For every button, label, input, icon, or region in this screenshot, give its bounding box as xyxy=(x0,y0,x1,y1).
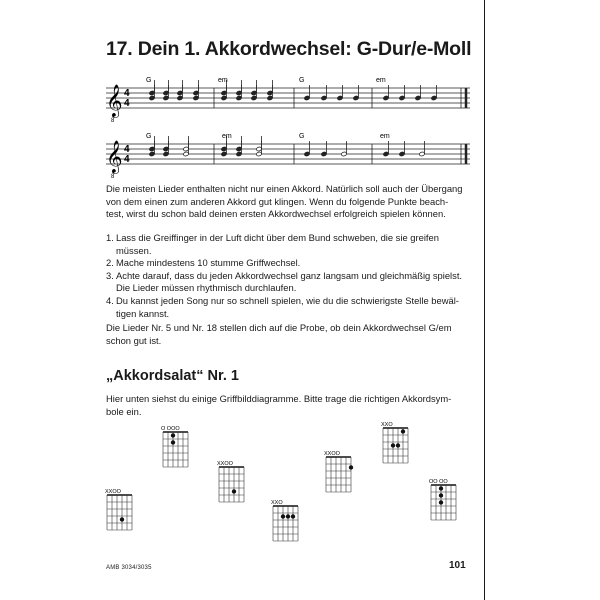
section-intro xyxy=(106,393,481,418)
list-number: 2. xyxy=(106,257,114,269)
finger-dot xyxy=(281,514,285,518)
time-signature-top: 4 xyxy=(124,144,130,155)
finger-dot xyxy=(401,429,405,433)
time-signature-bottom: 4 xyxy=(124,98,130,109)
chord-diagram xyxy=(270,498,304,544)
section-heading: „Akkordsalat“ Nr. 1 xyxy=(106,368,239,384)
text-line: Lass die Greiffinger in der Luft dicht über dem Bund schweben, die sie greifen xyxy=(116,232,439,243)
string-marks: XXO xyxy=(271,500,283,506)
finger-dot xyxy=(171,433,175,437)
list-number: 3. xyxy=(106,269,114,281)
chord-label: G xyxy=(299,133,305,140)
treble-clef-icon: 𝄞 xyxy=(106,140,123,173)
list-number: 1. xyxy=(106,232,114,243)
list-item xyxy=(106,295,486,320)
finger-dot xyxy=(120,517,124,521)
finger-dot xyxy=(391,443,395,447)
text-line: Mache mindestens 10 stumme Griffwechsel. xyxy=(116,257,301,269)
chord-diagram xyxy=(160,424,194,470)
clef-octave-number: 8 xyxy=(111,174,115,180)
page-title: 17. Dein 1. Akkordwechsel: G-Dur/e-Moll xyxy=(106,38,472,60)
chord-label: em xyxy=(380,133,390,140)
text-line: Die meisten Lieder enthalten nicht nur einen Akkord. Natürlich soll auch der Übergang xyxy=(106,183,463,194)
intro-paragraph xyxy=(106,183,481,221)
string-marks: XXOO xyxy=(217,461,233,467)
chord-label: em xyxy=(222,133,232,140)
chord-label: em xyxy=(218,77,228,84)
clef-octave-number: 8 xyxy=(111,118,115,124)
catalog-code: AMB 3034/3035 xyxy=(106,565,152,571)
time-signature-top: 4 xyxy=(124,88,130,99)
list-item xyxy=(106,270,486,295)
text-line: tigen kannst. xyxy=(116,307,170,319)
string-marks: XXOO xyxy=(324,451,340,457)
text-line: test, wirst du schon bald deinen ersten Akkordwechsel erfolgreich spielen können. xyxy=(106,208,446,220)
string-marks: XXO xyxy=(381,422,393,428)
treble-clef-icon: 𝄞 xyxy=(106,84,123,117)
music-staff-2 xyxy=(104,128,474,184)
finger-dot xyxy=(286,514,290,518)
chord-label: em xyxy=(376,77,386,84)
finger-dot xyxy=(396,443,400,447)
notes-staff-1 xyxy=(149,80,437,101)
chord-diagram xyxy=(323,449,357,495)
text-line: Du kannst jeden Song nur so schnell spielen, wie du die schwierigste Stelle bewäl- xyxy=(116,294,459,306)
finger-dot xyxy=(171,440,175,444)
text-line: Die Lieder Nr. 5 und Nr. 18 stellen dich auf die Probe, ob dein Akkordwechsel G/em xyxy=(106,322,452,333)
chord-label: G xyxy=(146,77,152,84)
chord-label: G xyxy=(146,133,152,140)
music-staff-1 xyxy=(104,72,474,128)
text-line: von dem einen zum anderen Akkord gut klingen. Wenn du folgende Punkte beach- xyxy=(106,195,449,207)
chord-diagram xyxy=(428,477,462,523)
text-line: Hier unten siehst du einige Griffbilddiagramme. Bitte trage die richtigen Akkordsym- xyxy=(106,393,452,404)
string-marks: OO OO xyxy=(429,479,448,485)
text-line: müssen. xyxy=(116,244,152,256)
time-signature-bottom: 4 xyxy=(124,154,130,165)
page-number: 101 xyxy=(449,560,466,571)
lieder-paragraph xyxy=(106,322,481,347)
list-item xyxy=(106,257,486,270)
text-line: schon gut ist. xyxy=(106,334,162,346)
list-number: 4. xyxy=(106,294,114,306)
staff-lines xyxy=(106,144,470,164)
list-item xyxy=(106,232,486,257)
chord-diagram xyxy=(216,459,250,505)
text-line: Die Lieder müssen rhythmisch durchlaufen. xyxy=(116,282,297,294)
finger-dot xyxy=(439,500,443,504)
chord-diagram xyxy=(104,487,138,533)
text-line: bole ein. xyxy=(106,405,142,417)
string-marks: O OOO xyxy=(161,426,180,432)
chord-diagram xyxy=(380,420,414,466)
tips-list xyxy=(106,232,486,320)
finger-dot xyxy=(232,489,236,493)
string-marks: XXOO xyxy=(105,489,121,495)
finger-dot xyxy=(349,465,353,469)
finger-dot xyxy=(439,493,443,497)
chord-label: G xyxy=(299,77,305,84)
finger-dot xyxy=(439,486,443,490)
text-line: Achte darauf, dass du jeden Akkordwechsel ganz langsam und gleichmäßig spielst. xyxy=(116,269,463,281)
finger-dot xyxy=(291,514,295,518)
page-edge-line xyxy=(484,0,485,600)
